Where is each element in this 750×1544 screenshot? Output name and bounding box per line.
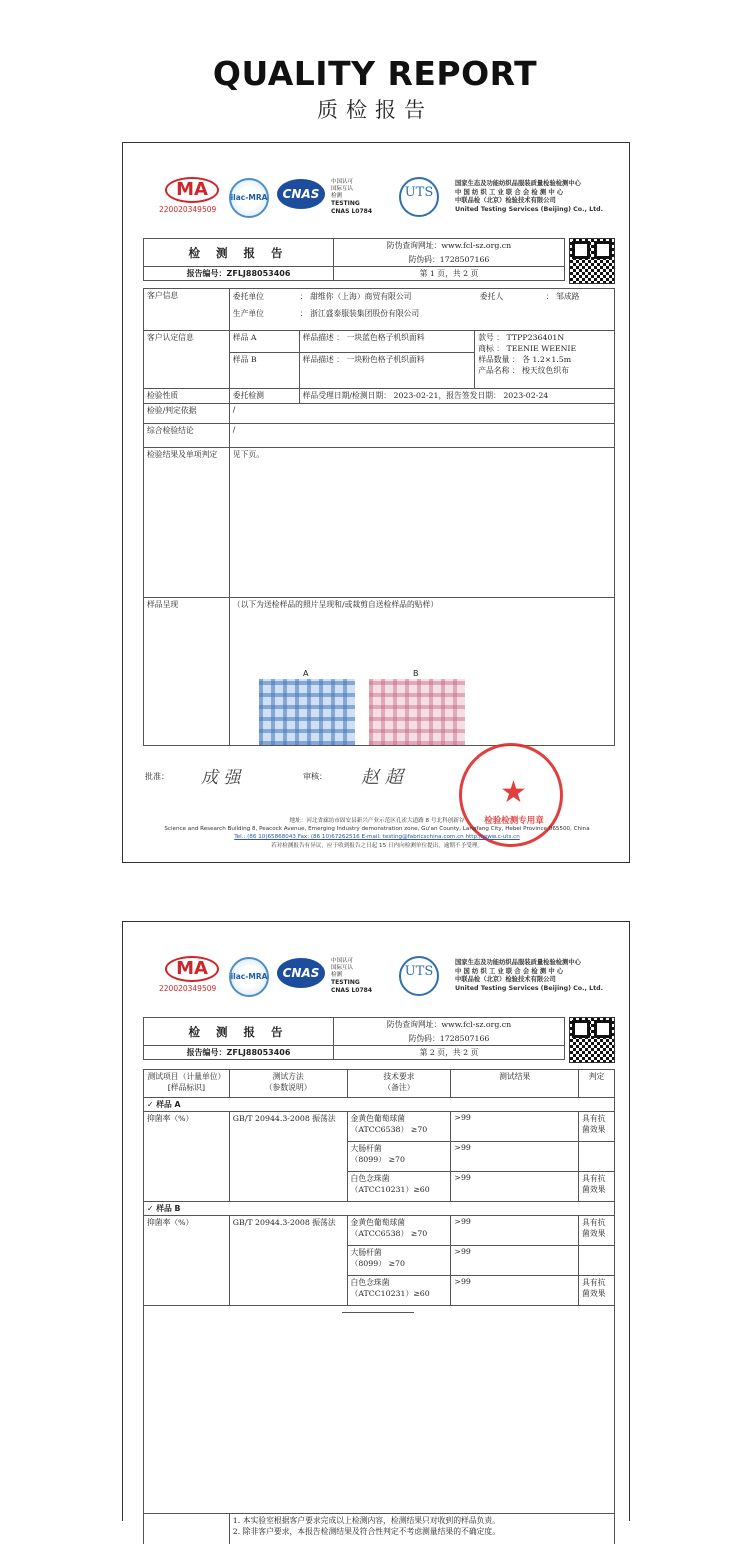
requirement-name: 金黄色葡萄球菌 — [350, 1218, 406, 1227]
judgement: 具有抗菌效果 — [579, 1276, 615, 1306]
test-result: >99 — [451, 1276, 579, 1306]
uts-mark: UTS — [404, 185, 434, 200]
requirement-value: （ATCC6538） ≥70 — [350, 1125, 428, 1134]
cnas-desc-line: 检测 — [331, 193, 343, 199]
ilac-text: ilac-MRA — [230, 972, 268, 981]
report-header-table — [143, 1017, 565, 1060]
footer-contact[interactable]: Tel.: (86 10)65868043 Fax: (86 10)67262516 E-mail: testing@fabricschina.com.cn http://www.c-uts.cn — [234, 834, 520, 841]
uts-mark: UTS — [404, 964, 434, 979]
entrust-person: ： 邹成路 — [545, 292, 580, 301]
verify-site: 防伪查询网址：www.fcl-sz.org.cn — [334, 239, 565, 253]
sample-a-desc: 样品描述 ： 一块蓝色格子机织面料 — [299, 331, 475, 353]
sample-a-label: 样品 A — [229, 331, 299, 353]
test-result: >99 — [451, 1246, 579, 1276]
label-result: 检验结果及单项判定 — [144, 448, 230, 598]
requirement-name: 大肠杆菌 — [350, 1144, 382, 1153]
report-sheet-2 — [122, 921, 630, 1536]
footer-objection-note: 若对检测报告有异议，应于收到报告之日起 15 日内向检测单位提出，逾期不予受理。 — [270, 842, 484, 849]
org-name: 中联品检（北京）检验技术有限公司 — [455, 197, 556, 204]
cnas-desc-line: TESTING — [331, 979, 360, 986]
col-method: 测试方法 — [272, 1072, 304, 1081]
test-results-table — [143, 1069, 615, 1544]
cnas-desc-line: CNAS L0784 — [331, 987, 373, 994]
review-signature: 赵 超 — [361, 767, 403, 788]
cma-code: 220020349509 — [159, 205, 217, 214]
cnas-desc-line: 检测 — [331, 972, 343, 978]
page-indicator: 第 1 页，共 2 页 — [334, 267, 565, 281]
label-client-confirm: 客户认定信息 — [144, 331, 230, 389]
col-result: 测试结果 — [451, 1070, 579, 1098]
report-number: 报告编号：ZFLJ88053406 — [144, 1046, 334, 1060]
test-item: 抑菌率（%） — [144, 1112, 230, 1202]
requirement-name: 白色念珠菌 — [350, 1174, 390, 1183]
review-label: 审核： — [303, 772, 327, 781]
org-name: 中 国 纺 织 工 业 联 合 会 检 测 中 心 — [455, 967, 564, 975]
requirement-value: （8099） ≥70 — [350, 1155, 405, 1164]
requirement-value: （ATCC10231）≥60 — [350, 1185, 430, 1194]
col-item: 测试项目（计量单位） — [147, 1072, 226, 1081]
test-item: 抑菌率（%） — [144, 1216, 230, 1306]
verify-code: 防伪码：1728507166 — [334, 253, 565, 267]
note-2: 2. 除非客户要求，本报告检测结果及符合性判定不考虑测量结果的不确定度。 — [232, 1527, 501, 1536]
cnas-desc — [331, 179, 372, 216]
sample-b-header: ✓ 样品 B — [144, 1202, 615, 1216]
cnas-logo: CNAS — [277, 958, 325, 988]
producer: ： 浙江盛泰服装集团股份有限公司 — [299, 309, 420, 318]
test-method: GB/T 20944.3-2008 振荡法 — [229, 1216, 347, 1306]
uts-logo — [399, 177, 439, 217]
page-title: QUALITY REPORT — [212, 54, 538, 93]
test-method: GB/T 20944.3-2008 振荡法 — [229, 1112, 347, 1202]
label-test-nature: 检验性质 — [144, 389, 230, 404]
qr-code — [569, 1017, 615, 1063]
cma-mark: MA — [165, 956, 219, 982]
label-sample-show: 样品呈现 — [144, 598, 230, 746]
requirement-name: 白色念珠菌 — [350, 1278, 390, 1287]
org-name: 中 国 纺 织 工 业 联 合 会 检 测 中 心 — [455, 188, 564, 196]
cnas-desc-line: TESTING — [331, 200, 360, 207]
ilac-logo — [229, 178, 269, 218]
style-no: 款号 ： TTPP236401N — [478, 333, 565, 342]
org-name: 国家生态及功能纺织品服装质量检验检测中心 — [455, 959, 581, 966]
label-entrust-person: 委托人 — [479, 292, 504, 301]
sample-a-header: ✓ 样品 A — [144, 1098, 615, 1112]
cnas-desc-line: 国际互认 — [331, 965, 354, 971]
label-producer: 生产单位 — [232, 309, 264, 318]
test-result: >99 — [451, 1216, 579, 1246]
conclusion: / — [229, 424, 614, 448]
test-result: >99 — [451, 1172, 579, 1202]
cnas-logo: CNAS — [277, 179, 325, 209]
sample-b-label: 样品 B — [229, 353, 299, 389]
cnas-desc-line: 中国认可 — [331, 179, 354, 185]
requirement-name: 金黄色葡萄球菌 — [350, 1114, 406, 1123]
page-subtitle: 质检报告 — [317, 98, 433, 122]
notes-label-cell — [144, 1514, 230, 1544]
qr-code — [569, 238, 615, 284]
judgement: 具有抗菌效果 — [579, 1172, 615, 1202]
requirement-name: 大肠杆菌 — [350, 1248, 382, 1257]
uts-org-names — [455, 959, 603, 993]
cnas-desc-line: 中国认可 — [331, 958, 354, 964]
report-title: 检 测 报 告 — [144, 239, 334, 267]
approve-label: 批准： — [145, 772, 169, 781]
label-entrust-unit: 委托单位 — [232, 292, 264, 301]
seal-text: 检验检测专用章 — [484, 816, 544, 826]
product-name: 产品名称 ： 梭天纹色织布 — [478, 366, 569, 375]
footer — [123, 817, 631, 850]
ilac-logo — [229, 957, 269, 997]
footer-address-en: Science and Research Building 8, Peacock Avenue, Emerging Industry demonstration zone, Gu'an County, Langfang City, Hebei Province,065500, China — [164, 826, 590, 833]
label-client-info: 客户信息 — [144, 289, 230, 331]
cnas-desc — [331, 958, 372, 995]
cnas-desc-line: CNAS L0784 — [331, 208, 373, 215]
logo-bar — [159, 956, 609, 1004]
sample-b-desc: 样品描述 ： 一块粉色格子机织面料 — [299, 353, 475, 389]
report-info-table — [143, 288, 615, 746]
report-sheet-1 — [122, 142, 630, 863]
fabric-swatch-a — [259, 679, 355, 745]
org-name: 中联品检（北京）检验技术有限公司 — [455, 976, 556, 983]
col-requirement-sub: （备注） — [383, 1083, 415, 1092]
col-method-sub: （参数说明） — [264, 1083, 312, 1092]
cma-mark: MA — [165, 177, 219, 203]
judgement: 具有抗菌效果 — [579, 1216, 615, 1246]
verify-code: 防伪码：1728507166 — [334, 1032, 565, 1046]
requirement-value: （ATCC6538） ≥70 — [350, 1229, 428, 1238]
sample-qty: 样品数量 ： 各 1.2×1.5m — [478, 355, 572, 364]
ilac-text: ilac-MRA — [230, 193, 268, 202]
approve-signature: 成 强 — [201, 768, 241, 788]
logo-bar — [159, 177, 609, 225]
uts-logo — [399, 956, 439, 996]
judgement — [579, 1142, 615, 1172]
brand: 商标 ： TEENIE WEENIE — [478, 344, 577, 353]
col-requirement: 技术要求 — [383, 1072, 415, 1081]
test-dates: 样品受理日期/检测日期： 2023-02-21，报告签发日期： 2023-02-24 — [299, 389, 614, 404]
result: 见下页。 — [229, 448, 614, 598]
swatch-a-label: A — [303, 669, 309, 678]
test-result: >99 — [451, 1112, 579, 1142]
cnas-desc-line: 国际互认 — [331, 186, 354, 192]
page-indicator: 第 2 页，共 2 页 — [334, 1046, 565, 1060]
swatch-b-label: B — [413, 669, 419, 678]
test-nature: 委托检测 — [229, 389, 299, 404]
cma-code: 220020349509 — [159, 984, 217, 993]
uts-org-names — [455, 180, 603, 214]
report-title: 检 测 报 告 — [144, 1018, 334, 1046]
report-number: 报告编号：ZFLJ88053406 — [144, 267, 334, 281]
entrust-unit: ： 甜维你（上海）商贸有限公司 — [299, 292, 412, 301]
report-header-table — [143, 238, 565, 281]
end-divider — [342, 1312, 414, 1313]
requirement-value: （ATCC10231）≥60 — [350, 1289, 430, 1298]
requirement-value: （8099） ≥70 — [350, 1259, 405, 1268]
judgement: 具有抗菌效果 — [579, 1112, 615, 1142]
blank-area — [144, 1306, 615, 1514]
cma-logo — [159, 956, 225, 993]
seal-star-icon: ★ — [500, 775, 527, 810]
fabric-swatch-b — [369, 679, 465, 745]
col-item-sub: [样品标识] — [167, 1083, 206, 1092]
basis: / — [229, 404, 614, 424]
org-name: 国家生态及功能纺织品服装质量检验检测中心 — [455, 180, 581, 187]
judgement — [579, 1246, 615, 1276]
org-name: United Testing Services (Beijing) Co., Ltd. — [455, 984, 604, 992]
col-judge: 判定 — [579, 1070, 615, 1098]
note-1: 1. 本实验室根据客户要求完成以上检测内容，检测结果只对收到的样品负责。 — [232, 1516, 501, 1525]
sample-show-note: （以下为送检样品的照片呈现和/或裁剪自送检样品的贴样） — [229, 598, 614, 746]
verify-site: 防伪查询网址：www.fcl-sz.org.cn — [334, 1018, 565, 1032]
footer-address-cn: 地址：河北省廊坊市固安县新兴产业示范区孔雀大道路 8 号北科创新谷 — [289, 818, 465, 824]
label-basis: 检验/判定依据 — [144, 404, 230, 424]
org-name: United Testing Services (Beijing) Co., Ltd. — [455, 205, 604, 213]
cma-logo — [159, 177, 225, 214]
test-result: >99 — [451, 1142, 579, 1172]
label-conclusion: 综合检验结论 — [144, 424, 230, 448]
